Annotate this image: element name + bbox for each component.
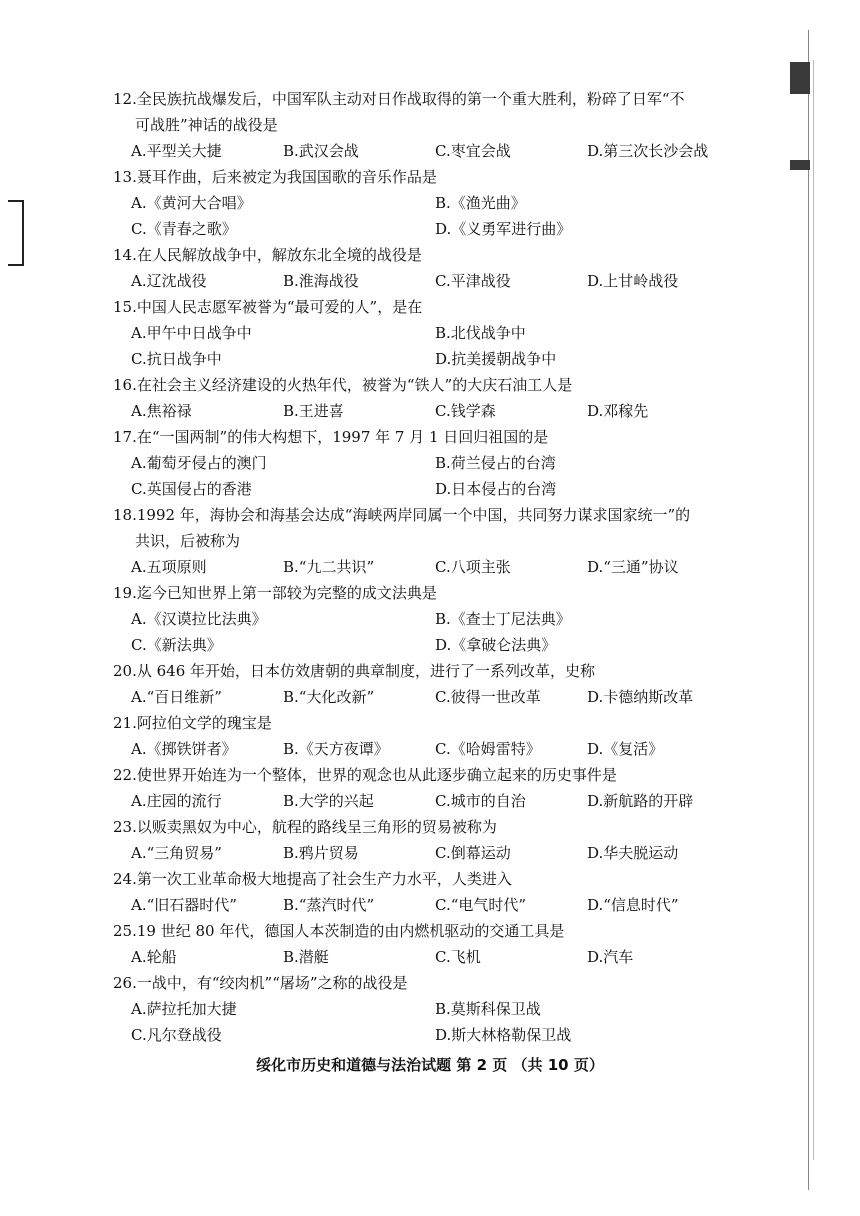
option-group	[113, 190, 753, 242]
question-stem: 20.从 646 年开始，日本仿效唐朝的典章制度，进行了一系列改革，史称	[113, 662, 596, 680]
scan-margin-line	[808, 30, 809, 1190]
question-stem: 17.在“一国两制”的伟大构想下，1997 年 7 月 1 日回归祖国的是	[113, 428, 549, 446]
answer-option: A.甲午中日战争中	[131, 324, 252, 342]
answer-option: C.飞机	[435, 948, 481, 966]
question-stem: 25.19 世纪 80 年代，德国人本茨制造的由内燃机驱动的交通工具是	[113, 922, 565, 940]
answer-option: C.凡尔登战役	[131, 1026, 222, 1044]
answer-option: C.八项主张	[435, 558, 511, 576]
answer-option: C.《哈姆雷特》	[435, 740, 541, 758]
question-stem: 12.全民族抗战爆发后，中国军队主动对日作战取得的第一个重大胜利，粉碎了日军“不	[113, 90, 685, 108]
answer-option: D.卡德纳斯改革	[587, 688, 694, 706]
answer-option: C.城市的自治	[435, 792, 526, 810]
answer-option: B.王进喜	[283, 402, 344, 420]
answer-option: B.大学的兴起	[283, 792, 374, 810]
answer-option: D.新航路的开辟	[587, 792, 694, 810]
answer-option: A.辽沈战役	[131, 272, 207, 290]
answer-option: B.《渔光曲》	[435, 194, 526, 212]
answer-option: A.《黄河大合唱》	[131, 194, 252, 212]
option-group	[113, 944, 753, 970]
answer-option: C.英国侵占的香港	[131, 480, 252, 498]
answer-option: C.平津战役	[435, 272, 511, 290]
answer-option: C.《青春之歌》	[131, 220, 237, 238]
answer-option: C.彼得一世改革	[435, 688, 541, 706]
question-stem: 21.阿拉伯文学的瑰宝是	[113, 714, 272, 732]
answer-option: B.潜艇	[283, 948, 329, 966]
question-item	[113, 294, 753, 372]
question-stem: 24.第一次工业革命极大地提高了社会生产力水平，人类进入	[113, 870, 512, 888]
answer-option: D.上甘岭战役	[587, 272, 679, 290]
answer-option: B.莫斯科保卫战	[435, 1000, 541, 1018]
answer-option: B.北伐战争中	[435, 324, 526, 342]
option-group	[113, 840, 753, 866]
answer-option: A.《掷铁饼者》	[131, 740, 237, 758]
question-stem: 共识，后被称为	[135, 532, 241, 550]
option-group	[113, 398, 753, 424]
question-stem: 15.中国人民志愿军被誉为“最可爱的人”，是在	[113, 298, 423, 316]
option-group	[113, 138, 753, 164]
scan-margin-line-inner	[813, 60, 814, 1160]
question-item	[113, 762, 753, 814]
question-item	[113, 658, 753, 710]
question-item	[113, 580, 753, 658]
registration-mark-small	[790, 160, 810, 170]
answer-option: B.《天方夜谭》	[283, 740, 389, 758]
question-item	[113, 86, 753, 164]
answer-option: A.“三角贸易”	[131, 844, 222, 862]
question-item	[113, 814, 753, 866]
question-item	[113, 424, 753, 502]
answer-option: B.武汉会战	[283, 142, 359, 160]
answer-option: B.“大化改新”	[283, 688, 375, 706]
answer-option: B.鸦片贸易	[283, 844, 359, 862]
answer-option: C.钱学森	[435, 402, 496, 420]
option-group	[113, 320, 753, 372]
answer-option: D.第三次长沙会战	[587, 142, 709, 160]
answer-option: D.日本侵占的台湾	[435, 480, 557, 498]
answer-option: C.抗日战争中	[131, 350, 222, 368]
question-item	[113, 710, 753, 762]
option-group	[113, 606, 753, 658]
answer-option: A.庄园的流行	[131, 792, 222, 810]
answer-option: D.《义勇军进行曲》	[435, 220, 572, 238]
question-stem: 13.聂耳作曲，后来被定为我国国歌的音乐作品是	[113, 168, 437, 186]
answer-option: D.“信息时代”	[587, 896, 679, 914]
question-stem: 22.使世界开始连为一个整体，世界的观念也从此逐步确立起来的历史事件是	[113, 766, 617, 784]
answer-option: A.五项原则	[131, 558, 207, 576]
binding-bracket-mark	[8, 200, 24, 266]
answer-option: D.汽车	[587, 948, 634, 966]
page-footer: 绥化市历史和道德与法治试题 第 2 页 （共 10 页）	[256, 1056, 604, 1074]
answer-option: D.邓稼先	[587, 402, 649, 420]
answer-option: D.华夫脱运动	[587, 844, 679, 862]
answer-option: C.《新法典》	[131, 636, 222, 654]
question-stem: 可战胜”神话的战役是	[135, 116, 278, 134]
answer-option: A.焦裕禄	[131, 402, 192, 420]
answer-option: C.“电气时代”	[435, 896, 527, 914]
question-item	[113, 970, 753, 1048]
option-group	[113, 892, 753, 918]
question-item	[113, 242, 753, 294]
question-stem: 18.1992 年，海协会和海基会达成“海峡两岸同属一个中国，共同努力谋求国家统一”的	[113, 506, 691, 524]
answer-option: A.葡萄牙侵占的澳门	[131, 454, 267, 472]
option-group	[113, 268, 753, 294]
question-stem: 14.在人民解放战争中，解放东北全境的战役是	[113, 246, 422, 264]
option-group	[113, 788, 753, 814]
answer-option: D.抗美援朝战争中	[435, 350, 557, 368]
answer-option: A.《汉谟拉比法典》	[131, 610, 267, 628]
question-stem: 26.一战中，有“绞肉机”“屠场”之称的战役是	[113, 974, 408, 992]
answer-option: D.《拿破仑法典》	[435, 636, 557, 654]
answer-option: B.荷兰侵占的台湾	[435, 454, 556, 472]
answer-option: D.斯大林格勒保卫战	[435, 1026, 572, 1044]
answer-option: A.“百日维新”	[131, 688, 222, 706]
registration-mark-top	[790, 62, 810, 94]
answer-option: C.倒幕运动	[435, 844, 511, 862]
answer-option: B.“蒸汽时代”	[283, 896, 375, 914]
answer-option: A.轮船	[131, 948, 177, 966]
question-item	[113, 164, 753, 242]
answer-option: A.平型关大捷	[131, 142, 222, 160]
answer-option: C.枣宜会战	[435, 142, 511, 160]
question-item	[113, 918, 753, 970]
answer-option: A.萨拉托加大捷	[131, 1000, 237, 1018]
answer-option: B.淮海战役	[283, 272, 359, 290]
option-group	[113, 554, 753, 580]
question-item	[113, 372, 753, 424]
answer-option: D.《复活》	[587, 740, 664, 758]
question-stem: 23.以贩卖黑奴为中心，航程的路线呈三角形的贸易被称为	[113, 818, 497, 836]
question-item	[113, 502, 753, 580]
answer-option: A.“旧石器时代”	[131, 896, 237, 914]
answer-option: B.“九二共识”	[283, 558, 375, 576]
option-group	[113, 684, 753, 710]
answer-option: D.“三通”协议	[587, 558, 679, 576]
question-item	[113, 866, 753, 918]
answer-option: B.《查士丁尼法典》	[435, 610, 571, 628]
question-list	[113, 86, 753, 1048]
option-group	[113, 996, 753, 1048]
question-stem: 19.迄今已知世界上第一部较为完整的成文法典是	[113, 584, 437, 602]
option-group	[113, 736, 753, 762]
option-group	[113, 450, 753, 502]
question-stem: 16.在社会主义经济建设的火热年代，被誉为“铁人”的大庆石油工人是	[113, 376, 573, 394]
